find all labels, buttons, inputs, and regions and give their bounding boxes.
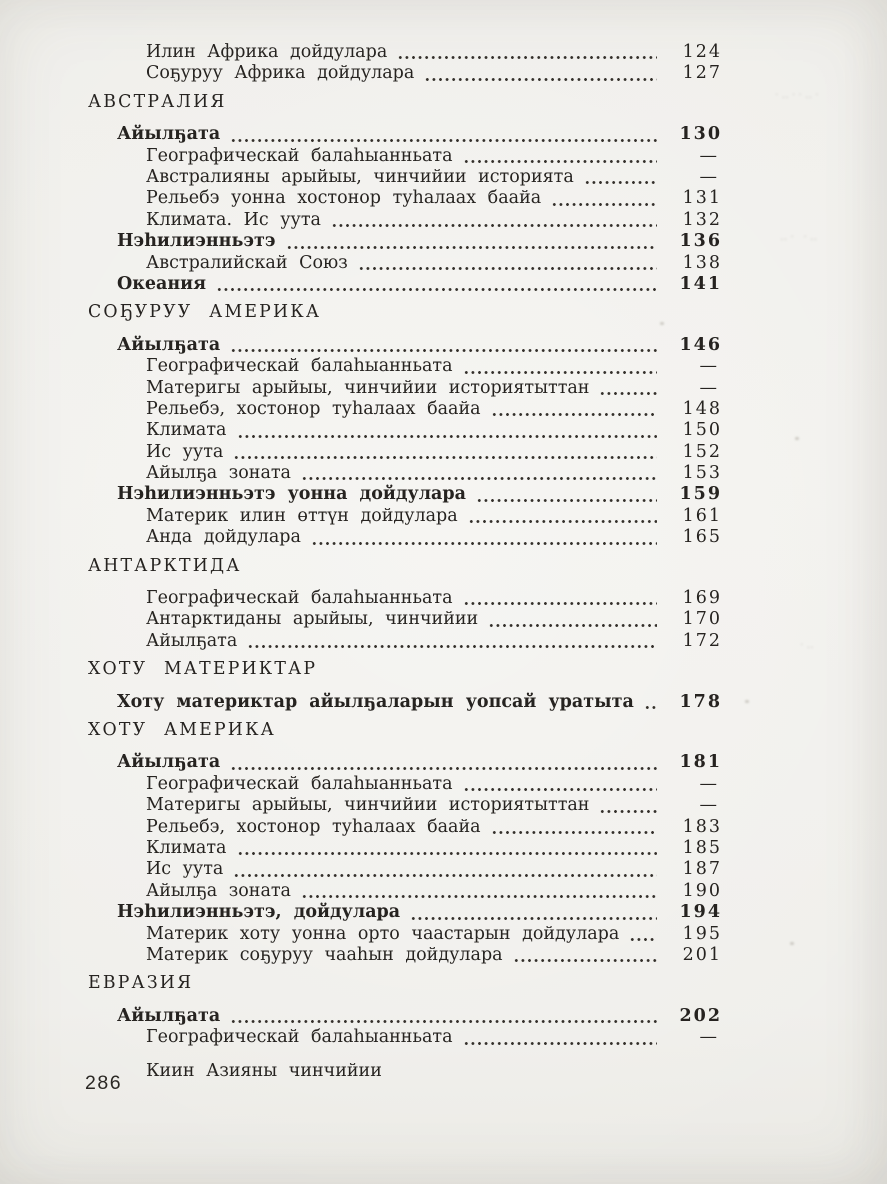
toc-entry-page: 150 <box>682 420 722 441</box>
scan-artifact <box>790 942 794 945</box>
toc-row <box>88 609 720 630</box>
toc-entry-page: 181 <box>679 752 722 773</box>
toc-row <box>88 924 720 945</box>
toc-entry-label: Ис уута <box>146 859 224 880</box>
toc-entry-page: 201 <box>682 944 722 965</box>
dot-leader <box>286 246 657 249</box>
toc-row <box>88 1061 720 1082</box>
dot-leader <box>463 371 657 374</box>
toc-row <box>88 274 720 295</box>
toc-row <box>88 356 720 377</box>
toc-entry-page: 130 <box>679 124 722 145</box>
dot-leader <box>358 267 657 270</box>
toc-entry-label: Географическай балаһыанньата <box>146 773 453 794</box>
toc-entry-page: 183 <box>682 816 722 837</box>
toc-entry-label: Анда дойдулара <box>146 527 301 548</box>
toc-row <box>88 231 720 252</box>
dot-leader <box>410 917 657 920</box>
toc-entry-page: 136 <box>679 231 722 252</box>
toc-entry-label: Материгы арыйыы, чинчийии историятыттан <box>146 377 590 398</box>
toc-entry-label: Нэһилиэнньэтэ <box>117 231 276 252</box>
dot-leader <box>424 78 657 81</box>
toc-entry-page: 190 <box>682 880 722 901</box>
toc-row <box>88 442 720 463</box>
section-heading-label: ХОТУ МАТЕРИКТАР <box>88 659 318 680</box>
toc-entry-page: 178 <box>679 691 722 712</box>
toc-entry-page: — <box>699 773 717 794</box>
toc-entry-page: — <box>699 377 717 398</box>
toc-entry-label: Географическай балаһыанньата <box>146 356 453 377</box>
toc-entry-page: 141 <box>679 273 722 294</box>
toc-entry-page: 170 <box>682 609 722 630</box>
toc-entry-label: Географическай балаһыанньата <box>146 145 453 166</box>
dot-leader <box>468 520 657 523</box>
dot-leader <box>230 349 657 352</box>
toc-row <box>88 484 720 505</box>
dot-leader <box>230 1020 657 1023</box>
toc-row <box>88 420 720 441</box>
scan-artifact <box>745 700 749 703</box>
toc-entry-label: Ис уута <box>146 441 224 462</box>
toc-entry-page: 146 <box>679 334 722 355</box>
toc-entry-label: Айылҕа зоната <box>146 463 291 484</box>
toc-entry-label: Киин Азияны чинчийии <box>146 1060 382 1081</box>
section-heading-label: АНТАРКТИДА <box>88 555 242 576</box>
dot-leader <box>237 435 658 438</box>
toc-row <box>88 146 720 167</box>
toc-entry-page: 194 <box>679 902 722 923</box>
toc-entry-label: Илин Африка дойдулара <box>146 42 388 62</box>
toc-entry-label: Айылҕата <box>117 752 221 773</box>
toc-entry-page: — <box>699 166 717 187</box>
dot-leader <box>599 392 657 395</box>
toc-entry-page: 195 <box>682 923 722 944</box>
scan-artifact <box>795 437 799 440</box>
toc-entry-page: 202 <box>679 1005 722 1026</box>
toc-entry-label: Рельебэ, хостонор туһалаах баайа <box>146 398 481 419</box>
toc-entry-label: Австралийскай Союз <box>146 252 348 273</box>
dot-leader <box>311 542 657 545</box>
scan-artifact: ‥· ·‥ <box>780 230 821 243</box>
toc-entry-page: 165 <box>682 527 722 548</box>
scan-artifact: ·‥··‥· <box>775 88 822 101</box>
dot-leader <box>301 477 657 480</box>
section-heading-label: СОҔУРУУ АМЕРИКА <box>88 302 322 323</box>
toc-entry-page: — <box>699 795 717 816</box>
toc-entry-label: Географическай балаһыанньата <box>146 588 453 609</box>
toc-row <box>88 774 720 795</box>
toc-entry-page: 185 <box>682 837 722 858</box>
dot-leader <box>599 810 657 813</box>
toc-entry-page: 131 <box>682 188 722 209</box>
dot-leader <box>463 160 657 163</box>
section-heading-label: ХОТУ АМЕРИКА <box>88 720 276 740</box>
dot-leader <box>488 624 657 627</box>
toc-entry-page: 132 <box>682 209 722 230</box>
dot-leader <box>301 895 657 898</box>
toc-entry-page: — <box>699 145 717 166</box>
toc-entry-page: 172 <box>682 630 722 651</box>
dot-leader <box>491 413 657 416</box>
toc-entry-label: Климата <box>146 837 227 858</box>
toc-row <box>88 167 720 188</box>
toc-entry-label: Айылҕата <box>146 630 238 651</box>
toc-entry-page: 138 <box>682 252 722 273</box>
toc-entry-label: Нэһилиэнньэтэ уонна дойдулара <box>117 484 466 505</box>
toc-row <box>88 63 720 84</box>
dot-leader <box>551 203 657 206</box>
toc-entry-label: Айылҕата <box>117 124 221 145</box>
dot-leader <box>463 788 657 791</box>
toc-row <box>88 631 720 652</box>
toc-entry-label: Климата. Ис уута <box>146 209 321 230</box>
toc-entry-label: Хоту материктар айылҕаларын уопсай уратыта <box>117 691 634 712</box>
toc-entry-label: Климата <box>146 420 227 441</box>
dot-leader <box>230 767 657 770</box>
toc-entry-label: Рельебэ, хостонор туһалаах баайа <box>146 816 481 837</box>
page-folio: 286 <box>85 1072 123 1094</box>
toc-row <box>88 902 720 923</box>
toc-entry-label: Нэһилиэнньэтэ, дойдулара <box>117 902 401 923</box>
dot-leader <box>629 938 657 941</box>
toc-entry-label: Австралияны арыйыы, чинчийии историята <box>146 166 574 187</box>
dot-leader <box>216 288 657 291</box>
toc-row <box>88 399 720 420</box>
toc-row <box>88 335 720 356</box>
toc-row <box>88 838 720 859</box>
toc-entry-label: Материк илин өттүн дойдулара <box>146 505 458 526</box>
section-heading <box>88 302 720 323</box>
dot-leader <box>584 181 657 184</box>
toc-row <box>88 210 720 231</box>
toc-entry-page: 161 <box>682 505 722 526</box>
toc-entry-page: 153 <box>682 463 722 484</box>
toc-row <box>88 859 720 880</box>
toc-row <box>88 378 720 399</box>
toc-entry-page: 127 <box>682 63 722 84</box>
toc-entry-page: — <box>699 356 717 377</box>
toc-row <box>88 1006 720 1027</box>
toc-row <box>88 588 720 609</box>
dot-leader <box>233 874 657 877</box>
toc-entry-label: Географическай балаһыанньата <box>146 1027 453 1048</box>
toc-entry-page: — <box>699 1027 717 1048</box>
section-heading-label: ЕВРАЗИЯ <box>88 973 194 994</box>
toc-entry-page: 169 <box>682 588 722 609</box>
section-heading <box>88 720 720 741</box>
section-heading <box>88 659 720 680</box>
dot-leader <box>644 706 657 709</box>
toc-entry-label: Соҕуруу Африка дойдулара <box>146 63 415 84</box>
toc-entry-label: Айылҕата <box>117 1005 221 1026</box>
toc-row <box>88 506 720 527</box>
toc-entry-label: Океания <box>117 273 207 294</box>
toc-row <box>88 795 720 816</box>
dot-leader <box>237 852 658 855</box>
toc-row <box>88 124 720 145</box>
dot-leader <box>463 602 657 605</box>
toc-row <box>88 881 720 902</box>
toc-entry-page: 187 <box>682 859 722 880</box>
section-heading <box>88 973 720 994</box>
dot-leader <box>230 139 657 142</box>
dot-leader <box>463 1042 657 1045</box>
dot-leader <box>397 56 657 59</box>
toc-row <box>88 188 720 209</box>
dot-leader <box>476 499 657 502</box>
section-heading-label: АВСТРАЛИЯ <box>88 91 227 112</box>
toc-entry-label: Айылҕата <box>117 334 221 355</box>
toc-entry-label: Антарктиданы арыйыы, чинчийии <box>146 609 479 630</box>
section-heading <box>88 556 720 577</box>
section-heading <box>88 92 720 113</box>
dot-leader <box>513 959 657 962</box>
toc-row <box>88 692 720 713</box>
dot-leader <box>247 645 657 648</box>
toc-entry-label: Айылҕа зоната <box>146 880 291 901</box>
toc-entry-label: Рельебэ уонна хостонор туһалаах баайа <box>146 188 542 209</box>
dot-leader <box>331 224 657 227</box>
dot-leader <box>233 456 657 459</box>
toc-entry-page: 152 <box>682 441 722 462</box>
toc-entry-page: 148 <box>682 398 722 419</box>
toc-row <box>88 527 720 548</box>
dot-leader <box>392 1075 657 1078</box>
toc-row <box>88 463 720 484</box>
toc-row <box>88 1027 720 1048</box>
toc-row <box>88 945 720 966</box>
toc-row <box>88 752 720 773</box>
toc-row <box>88 42 720 63</box>
dot-leader <box>491 831 657 834</box>
toc-row <box>88 253 720 274</box>
toc-entry-label: Материгы арыйыы, чинчийии историятыттан <box>146 795 590 816</box>
toc-entry-page: 124 <box>682 42 722 62</box>
toc-entry-label: Материк соҕуруу чааһын дойдулара <box>146 944 503 965</box>
scan-artifact: ·‥ <box>800 638 817 651</box>
toc-entry-label: Материк хоту уонна орто чаастарын дойдулара <box>146 923 620 944</box>
toc-list <box>88 42 720 1082</box>
toc-entry-page: 159 <box>679 484 722 505</box>
toc-row <box>88 817 720 838</box>
